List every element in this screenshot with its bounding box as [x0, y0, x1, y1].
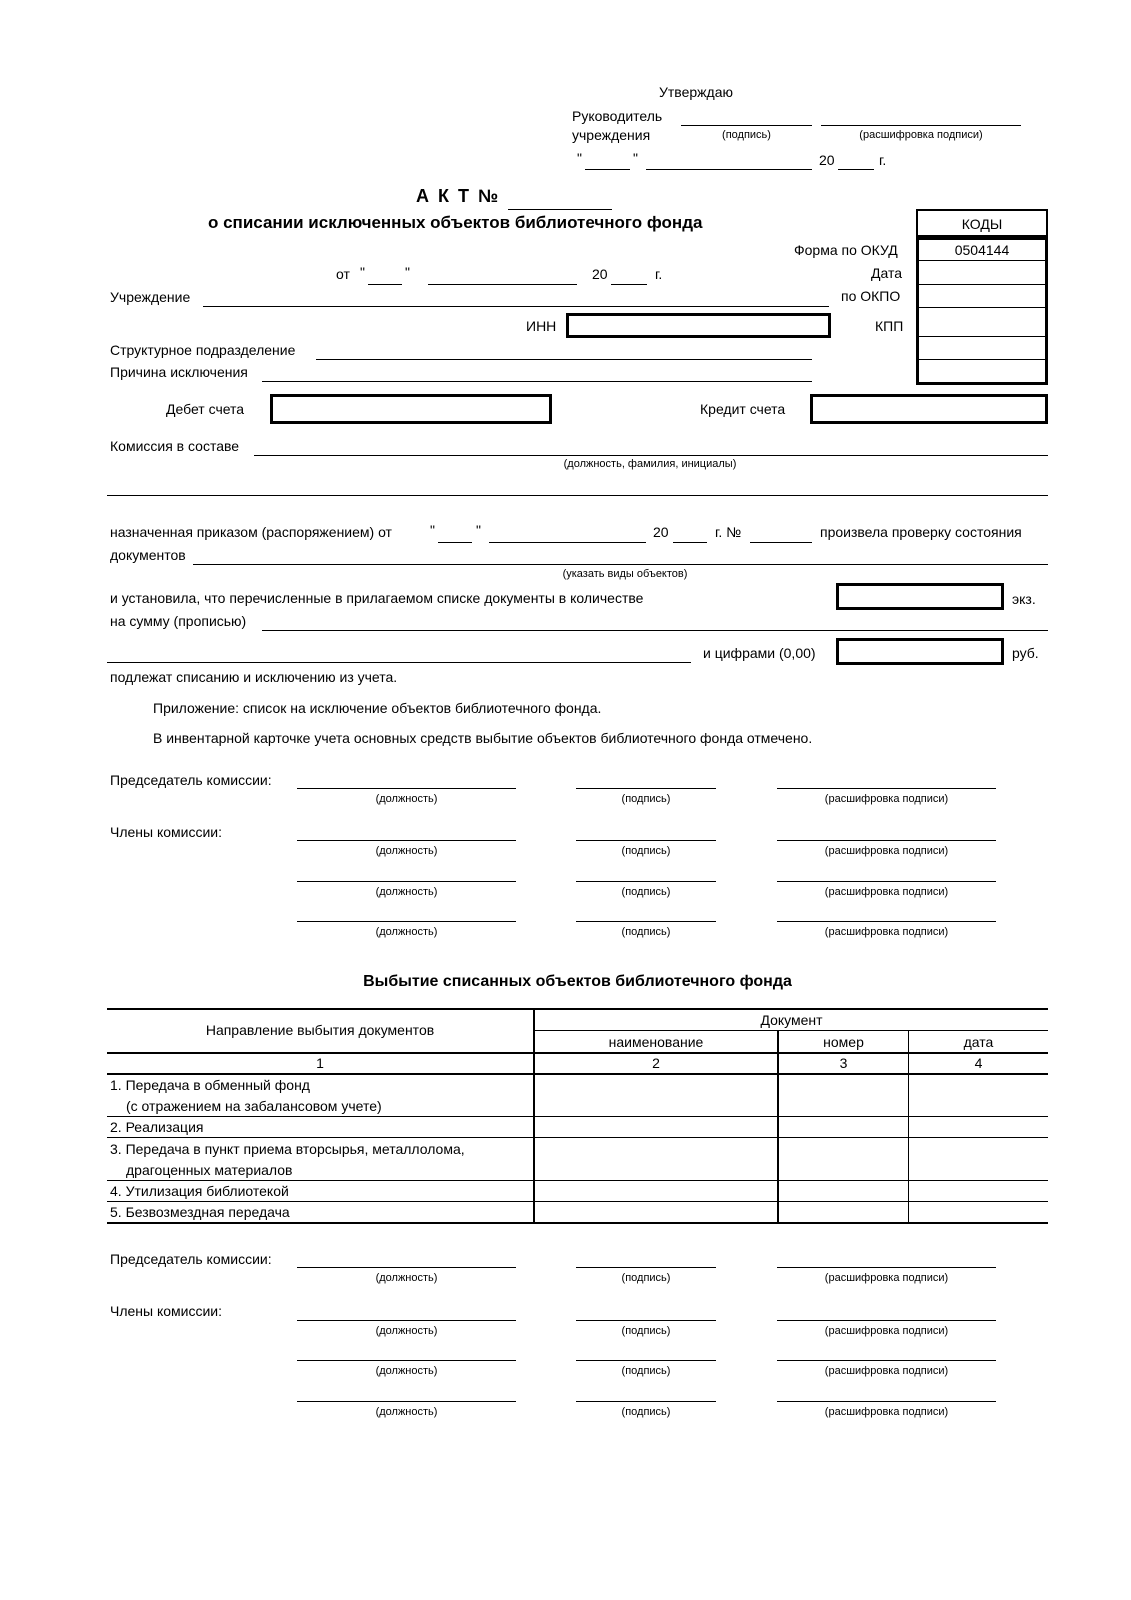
col-name-header: наименование: [608, 1034, 704, 1050]
codes-divider-1: [918, 260, 1046, 261]
member-position-line[interactable]: [297, 921, 516, 922]
inventory-text: В инвентарной карточке учета основных средств выбытие объектов библиотечного фонда отмечено.: [153, 730, 813, 746]
table-row-divider: [107, 1137, 1048, 1138]
col-document-header: Документ: [760, 1012, 823, 1028]
head-label-line1: Руководитель: [572, 108, 663, 124]
act-title: А К Т №: [416, 186, 501, 206]
member-signature-line[interactable]: [576, 1401, 716, 1402]
head-signature-line[interactable]: [681, 125, 812, 126]
member-decode-line[interactable]: [777, 1360, 996, 1361]
inn-label: ИНН: [526, 318, 557, 334]
chairman-decode-line[interactable]: [777, 788, 996, 789]
commission-line-1[interactable]: [254, 455, 1048, 456]
col-direction-header: Направление выбытия документов: [205, 1022, 435, 1038]
appointed-label: назначенная приказом (распоряжением) от: [110, 524, 392, 540]
order-month-line[interactable]: [489, 542, 646, 543]
chairman-position-line[interactable]: [297, 1267, 516, 1268]
approve-year-prefix: 20: [819, 152, 835, 168]
signature-hint: (подпись): [621, 793, 671, 805]
act-month-line[interactable]: [428, 284, 577, 285]
member-signature-line[interactable]: [576, 881, 716, 882]
act-year-suffix: г.: [655, 266, 663, 282]
col-date-header: дата: [963, 1034, 994, 1050]
decode-hint: (расшифровка подписи): [824, 793, 949, 805]
order-number-line[interactable]: [750, 542, 812, 543]
member-signature-line[interactable]: [576, 840, 716, 841]
act-quote-open: ": [360, 264, 365, 280]
table-nums-bottom: [107, 1073, 1048, 1075]
signature-hint: (подпись): [621, 1365, 671, 1377]
member-signature-line[interactable]: [576, 1320, 716, 1321]
signature-hint: (подпись): [621, 926, 671, 938]
ekz-label: экз.: [1012, 591, 1036, 607]
row-5-line1: 5. Безвозмездная передача: [110, 1204, 290, 1220]
reason-line[interactable]: [262, 381, 812, 382]
position-hint: (должность): [375, 793, 438, 805]
approve-quote-open: ": [577, 150, 582, 166]
member-decode-line[interactable]: [777, 1401, 996, 1402]
row-2-line1: 2. Реализация: [110, 1119, 204, 1135]
member-position-line[interactable]: [297, 1401, 516, 1402]
signature-hint: (подпись): [621, 886, 671, 898]
rub-label: руб.: [1012, 645, 1039, 661]
appendix-text: Приложение: список на исключение объектов библиотечного фонда.: [153, 700, 602, 716]
sum-words-line-2[interactable]: [107, 662, 691, 663]
structural-unit-line[interactable]: [316, 359, 812, 360]
quantity-box[interactable]: [836, 583, 1004, 610]
position-hint: (должность): [375, 926, 438, 938]
table-row-divider: [107, 1116, 1048, 1117]
table-bottom-border: [107, 1222, 1048, 1224]
head-label-line2: учреждения: [572, 127, 651, 143]
act-quote-close: ": [405, 264, 410, 280]
decode-hint: (расшифровка подписи): [824, 926, 949, 938]
order-day-line[interactable]: [438, 542, 472, 543]
codes-header-cell: [916, 209, 1048, 237]
member-signature-line[interactable]: [576, 1360, 716, 1361]
approve-heading: Утверждаю: [659, 84, 733, 100]
position-hint: (должность): [375, 1365, 438, 1377]
codes-divider-3: [918, 307, 1046, 308]
chairman-label: Председатель комиссии:: [110, 772, 272, 788]
table-row-divider: [107, 1201, 1048, 1202]
order-year-line[interactable]: [673, 542, 707, 543]
chairman-decode-line[interactable]: [777, 1267, 996, 1268]
decode-hint: (расшифровка подписи): [824, 845, 949, 857]
approve-day-line[interactable]: [585, 169, 630, 170]
sum-digits-box[interactable]: [836, 638, 1004, 665]
codes-divider-2: [918, 284, 1046, 285]
debit-box[interactable]: [270, 394, 552, 424]
kpp-label: КПП: [875, 318, 904, 334]
members-label: Члены комиссии:: [110, 1303, 223, 1319]
structural-unit-label: Структурное подразделение: [110, 342, 296, 358]
order-quote-open: ": [430, 522, 435, 538]
institution-label: Учреждение: [110, 289, 191, 305]
table-top-border: [107, 1008, 1048, 1010]
table-row-divider: [107, 1180, 1048, 1181]
act-subtitle: о списании исключенных объектов библиотечного фонда: [208, 213, 703, 232]
act-number-line[interactable]: [508, 209, 612, 210]
chairman-position-line[interactable]: [297, 788, 516, 789]
codes-divider-5: [918, 359, 1046, 360]
member-position-line[interactable]: [297, 840, 516, 841]
sum-words-line[interactable]: [262, 630, 1048, 631]
row-3-line1: 3. Передача в пункт приема вторсырья, металлолома,: [110, 1141, 465, 1157]
disposal-title: Выбытие списанных объектов библиотечного фонда: [363, 973, 792, 990]
approve-month-line[interactable]: [646, 169, 812, 170]
row-1-line1: 1. Передача в обменный фонд: [110, 1077, 310, 1093]
chairman-signature-line[interactable]: [576, 1267, 716, 1268]
row-1-line2: (с отражением на забалансовом учете): [126, 1098, 382, 1114]
member-position-line[interactable]: [297, 1360, 516, 1361]
signature-hint: (подпись): [621, 845, 671, 857]
signature-hint: (подпись): [621, 1406, 671, 1418]
head-decode-hint: (расшифровка подписи): [859, 129, 983, 141]
act-date-from: от: [336, 266, 350, 282]
decode-hint: (расшифровка подписи): [824, 1272, 949, 1284]
act-year-prefix: 20: [592, 266, 608, 282]
debit-label: Дебет счета: [166, 401, 245, 417]
commission-label: Комиссия в составе: [110, 438, 240, 454]
commission-line-2[interactable]: [107, 495, 1048, 496]
act-day-line[interactable]: [368, 284, 402, 285]
member-decode-line[interactable]: [777, 840, 996, 841]
documents-label: документов: [110, 547, 186, 563]
act-year-line[interactable]: [611, 284, 647, 285]
reason-label: Причина исключения: [110, 364, 248, 380]
col-num-3: 3: [839, 1055, 848, 1071]
okpo-label: по ОКПО: [841, 288, 901, 304]
position-hint: (должность): [375, 1325, 438, 1337]
sum-words-label: на сумму (прописью): [110, 613, 247, 629]
check-label: произвела проверку состояния: [820, 524, 1022, 540]
head-signature-hint: (подпись): [722, 129, 771, 141]
member-signature-line[interactable]: [576, 921, 716, 922]
member-decode-line[interactable]: [777, 881, 996, 882]
position-hint: (должность): [375, 845, 438, 857]
chairman-signature-line[interactable]: [576, 788, 716, 789]
signature-hint: (подпись): [621, 1325, 671, 1337]
position-hint: (должность): [375, 1272, 438, 1284]
member-decode-line[interactable]: [777, 1320, 996, 1321]
date-label: Дата: [871, 265, 903, 281]
decode-hint: (расшифровка подписи): [824, 1325, 949, 1337]
col-num-4: 4: [974, 1055, 983, 1071]
order-year-prefix: 20: [653, 524, 669, 540]
members-label: Члены комиссии:: [110, 824, 223, 840]
position-hint: (должность): [375, 886, 438, 898]
decode-hint: (расшифровка подписи): [824, 886, 949, 898]
types-hint: (указать виды объектов): [562, 568, 688, 580]
subject-text: подлежат списанию и исключению из учета.: [110, 669, 398, 685]
established-text: и установила, что перечисленные в прилагаемом списке документы в количестве: [110, 590, 644, 606]
col-num-2: 2: [652, 1055, 660, 1071]
col-num-1: 1: [316, 1055, 324, 1071]
member-position-line[interactable]: [297, 1320, 516, 1321]
member-position-line[interactable]: [297, 881, 516, 882]
signature-hint: (подпись): [621, 1272, 671, 1284]
row-3-line2: драгоценных материалов: [126, 1162, 293, 1178]
commission-hint: (должность, фамилия, инициалы): [563, 458, 737, 470]
table-doc-divider: [533, 1030, 1048, 1031]
documents-line[interactable]: [193, 564, 1048, 565]
codes-header: КОДЫ: [961, 216, 1003, 232]
institution-line[interactable]: [203, 306, 829, 307]
okud-label: Форма по ОКУД: [794, 242, 898, 258]
order-number-label: г. №: [715, 524, 742, 540]
credit-label: Кредит счета: [700, 401, 786, 417]
approve-year-line[interactable]: [838, 169, 874, 170]
credit-box[interactable]: [810, 394, 1048, 424]
approve-quote-close: ": [633, 150, 638, 166]
position-hint: (должность): [375, 1406, 438, 1418]
okud-value[interactable]: 0504144: [954, 242, 1010, 258]
approve-year-suffix: г.: [879, 152, 887, 168]
member-decode-line[interactable]: [777, 921, 996, 922]
codes-divider-4: [918, 336, 1046, 337]
table-head-bottom: [107, 1052, 1048, 1054]
chairman-label: Председатель комиссии:: [110, 1251, 272, 1267]
head-decode-line[interactable]: [821, 125, 1021, 126]
decode-hint: (расшифровка подписи): [824, 1406, 949, 1418]
col-number-header: номер: [823, 1034, 864, 1050]
order-quote-close: ": [476, 522, 481, 538]
inn-box[interactable]: [566, 313, 831, 338]
decode-hint: (расшифровка подписи): [824, 1365, 949, 1377]
row-4-line1: 4. Утилизация библиотекой: [110, 1183, 289, 1199]
digits-label: и цифрами (0,00): [703, 645, 816, 661]
